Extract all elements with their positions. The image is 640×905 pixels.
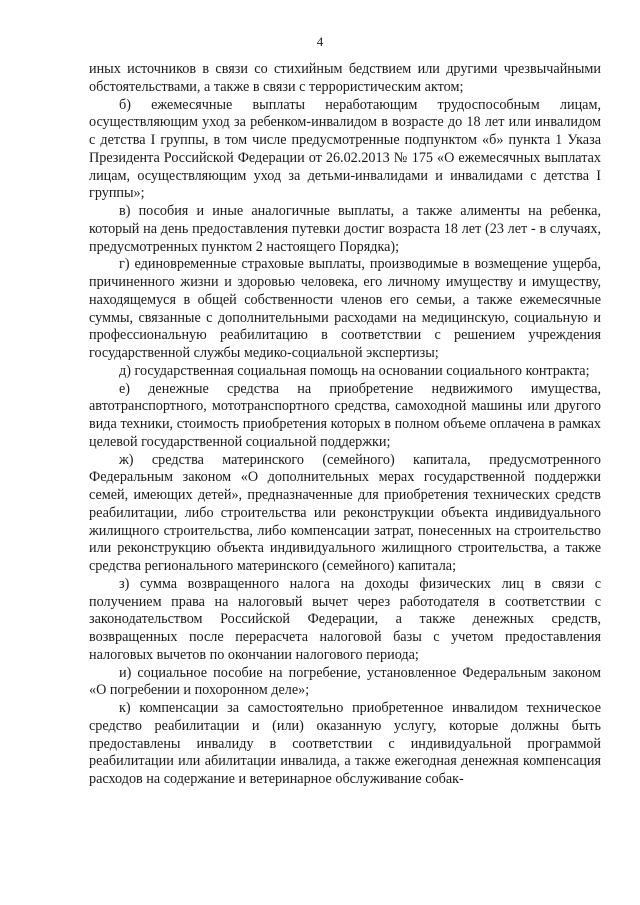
- paragraph-v: в) пособия и иные аналогичные выплаты, а также алименты на ребенка, который на день предоставления путевки достиг возраста 18 лет (23 лет - в случаях, предусмотренных пунктом 2 настоящего Порядка);: [89, 203, 601, 255]
- paragraph-g: г) единовременные страховые выплаты, производимые в возмещение ущерба, причиненного жизни и здоровью человека, его личному имуществу и имуществу, находящемуся в общей собственности членов его семьи, а также ежемесячные суммы, связанные с дополнительными расходами на медицинскую, социальную и профессиональную реабилитацию в соответствии с решением учреждения государственной службы медико-социальной экспертизы;: [89, 256, 601, 361]
- paragraph-z: з) сумма возвращенного налога на доходы физических лиц в связи с получением права на налоговый вычет через работодателя в соответствии с законодательством Российской Федерации, а также денежных средств, возвращенных после перерасчета налоговой базы с учетом предоставления налоговых вычетов по окончании налогового периода;: [89, 575, 601, 663]
- document-body: [89, 61, 601, 789]
- paragraph-zh: ж) средства материнского (семейного) капитала, предусмотренного Федеральным законом «О дополнительных мерах государственной поддержки семей, имеющих детей», предназначенные для приобретения технических средств реабилитации, либо строительства или реконструкции объекта индивидуального жилищного строительства, либо компенсации затрат, понесенных на строительство или реконструкцию объекта индивидуального жилищного строительства, а также средства регионального материнского (семейного) капитала;: [89, 451, 601, 574]
- paragraph-k: к) компенсации за самостоятельно приобретенное инвалидом техническое средство реабилитации и (или) оказанную услугу, которые должны быть предоставлены инвалиду в соответствии с индивидуальной программой реабилитации или абилитации инвалида, а также ежегодная денежная компенсация расходов на содержание и ветеринарное обслуживание собак-: [89, 700, 601, 787]
- paragraph-d: д) государственная социальная помощь на основании социального контракта;: [119, 362, 590, 379]
- paragraph-b: б) ежемесячные выплаты неработающим трудоспособным лицам, осуществляющим уход за ребенком-инвалидом в возрасте до 18 лет или инвалидом с детства I группы, в том числе предусмотренные подпунктом «б» пункта 1 Указа Президента Российской Федерации от 26.02.2013 № 175 «О ежемесячных выплатах лицам, осуществляющим уход за детьми-инвалидами и инвалидами с детства I группы»;: [89, 96, 601, 202]
- paragraph-e: е) денежные средства на приобретение недвижимого имущества, автотранспортного, мототранспортного средства, самоходной машины или другого вида техники, стоимость приобретения которых в полном объеме оплачена в рамках целевой государственной социальной поддержки;: [89, 380, 601, 450]
- page-number: 4: [316, 34, 324, 49]
- paragraph-a-continuation: иных источников в связи со стихийным бедствием или другими чрезвычайными обстоятельствами, а также в связи с террористическим актом;: [89, 61, 601, 95]
- paragraph-i: и) социальное пособие на погребение, установленное Федеральным законом «О погребении и похоронном деле»;: [89, 664, 601, 699]
